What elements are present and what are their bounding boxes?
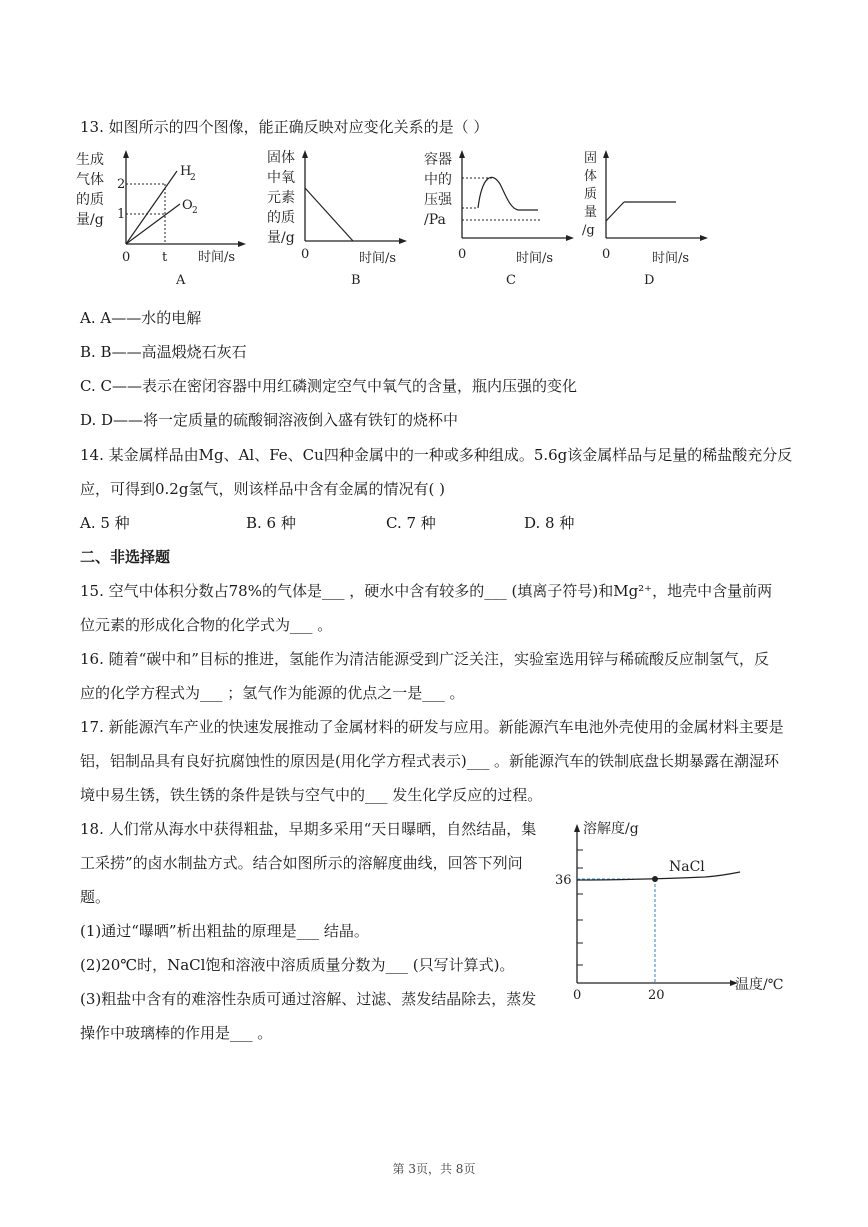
svg-text:1: 1 bbox=[117, 207, 126, 222]
q15-line1: 15. 空气中体积分数占78%的气体是___ ，硬水中含有较多的___ (填离子符号)和Mg²⁺，地壳中含量前两 bbox=[80, 582, 773, 600]
svg-text:生成: 生成 bbox=[76, 152, 104, 168]
chart-origin: 0 bbox=[573, 988, 582, 1003]
svg-text:H: H bbox=[180, 164, 192, 179]
q18-line1: 18. 人们常从海水中获得粗盐，早期多采用“天日曝晒，自然结晶，集 bbox=[80, 820, 537, 838]
q14-line1: 14. 某金属样品由Mg、Al、Fe、Cu四种金属中的一种或多种组成。5.6g该金属样品与足量的稀盐酸充分反 bbox=[80, 446, 793, 464]
svg-text:时间/s: 时间/s bbox=[652, 251, 690, 266]
q13-stem: 13. 如图所示的四个图像，能正确反映对应变化关系的是（ ） bbox=[80, 118, 489, 136]
q17-line1: 17. 新能源汽车产业的快速发展推动了金属材料的研发与应用。新能源汽车电池外壳使用的金属材料主要是 bbox=[80, 718, 784, 736]
q18-sub1: (1)通过“曝晒”析出粗盐的原理是___ 结晶。 bbox=[80, 922, 369, 940]
q18-line3: 题。 bbox=[80, 888, 111, 906]
svg-text:的质: 的质 bbox=[267, 210, 295, 226]
svg-text:的质: 的质 bbox=[76, 192, 104, 208]
q17-line3: 境中易生锈，铁生锈的条件是铁与空气中的___ 发生化学反应的过程。 bbox=[80, 786, 543, 804]
solubility-chart bbox=[545, 815, 805, 1010]
section-heading: 二、非选择题 bbox=[80, 548, 171, 566]
svg-text:时间/s: 时间/s bbox=[516, 251, 554, 266]
q16-line1: 16. 随着“碳中和”目标的推进，氢能作为清洁能源受到广泛关注，实验室选用锌与稀硫酸反应制氢气，反 bbox=[80, 650, 769, 668]
graph-d bbox=[578, 146, 718, 296]
svg-text:/g: /g bbox=[582, 223, 595, 238]
graph-d-ylabel bbox=[582, 151, 597, 238]
nacl-curve bbox=[577, 872, 740, 880]
q18-sub3b: 操作中玻璃棒的作用是___ 。 bbox=[80, 1024, 273, 1042]
svg-text:/Pa: /Pa bbox=[424, 212, 446, 228]
q14-option-c: C. 7 种 bbox=[386, 514, 436, 532]
q14-line2: 应，可得到0.2g氢气，则该样品中含有金属的情况有( ) bbox=[80, 480, 445, 498]
q14-option-d: D. 8 种 bbox=[524, 514, 575, 532]
q13-option-a: A. A——水的电解 bbox=[80, 309, 202, 327]
page-footer: 第 3页，共 8页 bbox=[392, 1162, 476, 1176]
q17-line2: 铝，铝制品具有良好抗腐蚀性的原因是(用化学方程式表示)___ 。新能源汽车的铁制底盘长期暴露在潮湿环 bbox=[80, 752, 779, 770]
svg-text:质: 质 bbox=[584, 187, 598, 202]
svg-text:压强: 压强 bbox=[424, 192, 452, 208]
x-tick-label: 20 bbox=[648, 988, 665, 1003]
svg-text:t: t bbox=[162, 250, 168, 265]
svg-text:2: 2 bbox=[192, 206, 198, 216]
q15-line2: 位元素的形成化合物的化学式为___ 。 bbox=[80, 616, 333, 634]
q13-option-b: B. B——高温煅烧石灰石 bbox=[80, 343, 247, 361]
q14-option-b: B. 6 种 bbox=[246, 514, 296, 532]
graph-b bbox=[263, 146, 423, 296]
svg-text:2: 2 bbox=[117, 177, 126, 192]
graph-a bbox=[72, 146, 252, 296]
svg-text:量/g: 量/g bbox=[76, 212, 104, 228]
svg-text:0: 0 bbox=[458, 247, 467, 262]
svg-text:O: O bbox=[182, 198, 193, 213]
svg-text:固: 固 bbox=[584, 151, 598, 166]
q16-line2: 应的化学方程式为___ ；氢气作为能源的优点之一是___ 。 bbox=[80, 684, 465, 702]
q13-option-d: D. D——将一定质量的硫酸铜溶液倒入盛有铁钉的烧杯中 bbox=[80, 411, 459, 429]
svg-text:量: 量 bbox=[584, 205, 598, 220]
q13-option-c: C. C——表示在密闭容器中用红磷测定空气中氧气的含量，瓶内压强的变化 bbox=[80, 377, 577, 395]
svg-text:时间/s: 时间/s bbox=[198, 250, 236, 265]
svg-text:量/g: 量/g bbox=[267, 230, 295, 246]
q14-option-a: A. 5 种 bbox=[80, 514, 130, 532]
svg-text:时间/s: 时间/s bbox=[359, 251, 397, 266]
svg-text:元素: 元素 bbox=[267, 190, 295, 206]
svg-text:A: A bbox=[176, 273, 186, 288]
y-tick-label: 36 bbox=[555, 873, 572, 888]
graph-a-ylabel bbox=[76, 151, 104, 228]
chart-xlabel: 温度/℃ bbox=[735, 977, 784, 993]
q18-line2: 工采捞”的卤水制盐方式。结合如图所示的溶解度曲线，回答下列问 bbox=[80, 854, 523, 872]
svg-text:固体: 固体 bbox=[267, 150, 295, 166]
svg-text:0: 0 bbox=[602, 247, 611, 262]
graph-c bbox=[420, 146, 580, 296]
svg-text:气体: 气体 bbox=[76, 172, 104, 188]
data-point-20-36 bbox=[652, 876, 658, 882]
svg-text:2: 2 bbox=[190, 173, 196, 183]
nacl-series-label: NaCl bbox=[669, 859, 705, 875]
chart-ylabel: 溶解度/g bbox=[583, 821, 639, 837]
svg-text:B: B bbox=[351, 273, 361, 288]
svg-text:D: D bbox=[644, 273, 655, 288]
svg-text:中氧: 中氧 bbox=[267, 170, 295, 186]
graph-c-ylabel bbox=[424, 152, 453, 228]
svg-text:C: C bbox=[506, 273, 516, 288]
y-axis-minor-ticks bbox=[577, 850, 583, 965]
svg-text:容器: 容器 bbox=[424, 152, 452, 168]
svg-text:0: 0 bbox=[301, 247, 310, 262]
svg-text:0: 0 bbox=[122, 250, 131, 265]
q18-sub3a: (3)粗盐中含有的难溶性杂质可通过溶解、过滤、蒸发结晶除去，蒸发 bbox=[80, 990, 537, 1008]
graph-b-ylabel bbox=[267, 149, 295, 246]
q18-sub2: (2)20℃时，NaCl饱和溶液中溶质质量分数为___ (只写计算式)。 bbox=[80, 956, 515, 974]
svg-text:中的: 中的 bbox=[424, 172, 452, 188]
svg-text:体: 体 bbox=[584, 169, 598, 184]
